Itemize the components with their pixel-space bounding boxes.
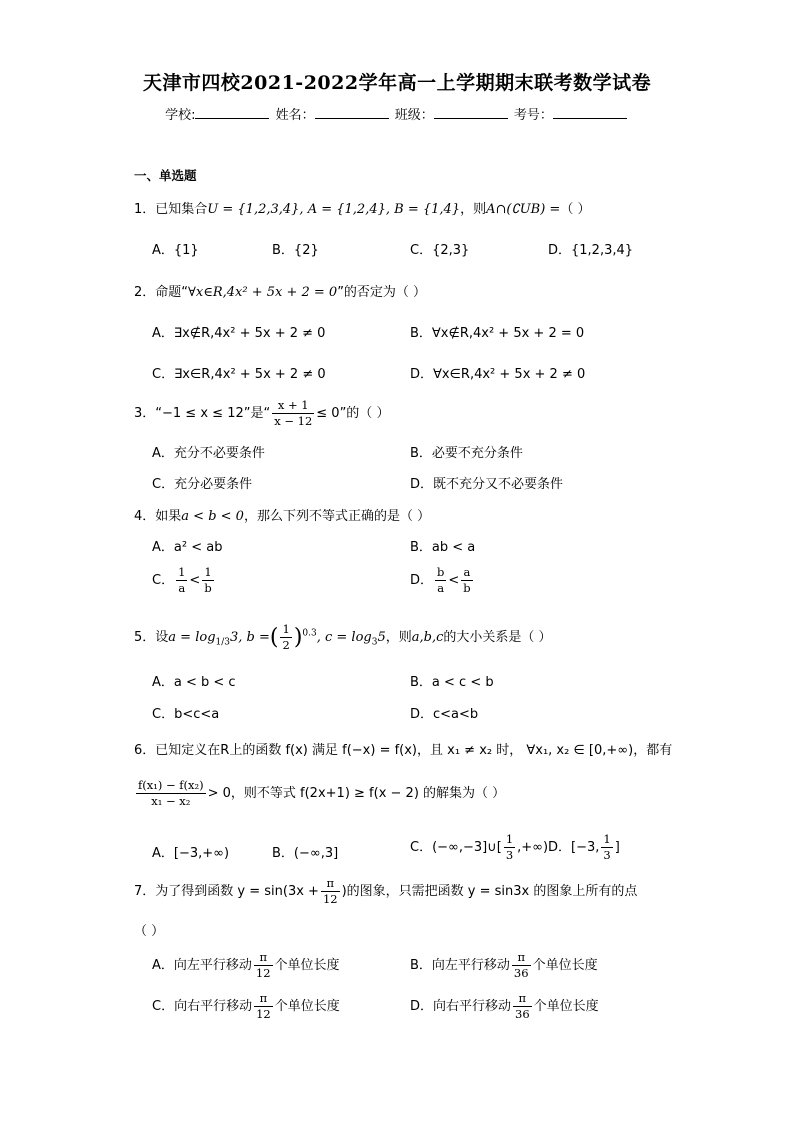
option-a[interactable]: A．充分不必要条件	[152, 446, 265, 461]
answer-blank: （ ）	[134, 924, 165, 939]
numerator: 1	[282, 622, 290, 636]
fraction	[512, 950, 531, 981]
number-field[interactable]	[553, 107, 627, 119]
option-a[interactable]: A．∃x∉R,4x² + 5x + 2 ≠ 0	[152, 326, 326, 341]
option-c[interactable]: C．b<c<a	[152, 707, 220, 722]
question-text: ≤ 0”的（ ）	[316, 406, 390, 421]
fraction	[435, 565, 446, 596]
numerator: b	[437, 565, 445, 579]
question-number: 7．	[134, 884, 156, 899]
option-b[interactable]: B．∀x∉R,4x² + 5x + 2 = 0	[410, 326, 585, 341]
question-text: 如果	[155, 509, 182, 524]
option-text: ,+∞)	[517, 840, 549, 855]
option-text: D．向右平行移动	[410, 999, 512, 1014]
fraction	[504, 832, 515, 863]
fraction	[254, 991, 273, 1022]
math-expr: , c = log	[316, 630, 372, 645]
question-text: 已知集合	[155, 202, 208, 217]
denominator: b	[463, 581, 471, 595]
question-text: )的图象，只需把函数 y = sin3x 的图象上所有的点	[341, 884, 638, 899]
numerator: a	[461, 565, 472, 581]
numerator: 1	[505, 832, 514, 846]
name-label: 姓名：	[275, 108, 315, 123]
student-info-line	[0, 104, 794, 123]
school-field[interactable]	[195, 107, 269, 119]
numerator: π	[513, 991, 532, 1007]
numerator: π	[321, 876, 340, 892]
option-a[interactable]: A．[−3,+∞)	[152, 846, 230, 861]
numerator: π	[254, 991, 273, 1007]
denominator: 12	[256, 1007, 271, 1021]
math-expr: A∩(∁UB) =	[486, 202, 561, 217]
question-3	[134, 398, 389, 429]
fraction	[176, 565, 187, 596]
question-number: 3．	[134, 406, 156, 421]
fraction	[254, 950, 273, 981]
denominator: 3	[505, 848, 514, 862]
math-expr: ∀x∈R,4x² + 5x + 2 = 0	[188, 285, 338, 300]
question-number: 4．	[134, 509, 156, 524]
question-7	[134, 876, 637, 907]
denominator: x − 12	[274, 414, 313, 428]
option-c[interactable]	[410, 832, 548, 863]
option-text: C．(−∞,−3]∪[	[410, 840, 502, 855]
option-text: B．向左平行移动	[410, 958, 510, 973]
option-text: A．向左平行移动	[152, 958, 252, 973]
numerator: π	[512, 950, 531, 966]
denominator: a	[437, 581, 445, 595]
question-text: 命题“	[155, 285, 189, 300]
math-expr: a = log	[168, 630, 216, 645]
option-c[interactable]	[152, 991, 340, 1022]
option-a[interactable]: A．a² < ab	[152, 540, 223, 555]
option-b[interactable]: B．a < c < b	[410, 675, 494, 690]
denominator: x₁ − x₂	[151, 794, 191, 808]
question-6-cont	[134, 778, 505, 809]
option-b[interactable]: B．必要不充分条件	[410, 446, 523, 461]
fraction	[272, 398, 314, 429]
denominator: a	[178, 581, 186, 595]
option-label: C．	[152, 573, 175, 588]
question-text: 已知定义在R上的函数 f(x) 满足 f(−x) = f(x)，且 x₁ ≠ x₂ 时， ∀x₁, x₂ ∈ [0,+∞)，都有	[155, 743, 673, 758]
numerator: π	[254, 950, 273, 966]
option-b[interactable]: B．{2}	[272, 243, 319, 258]
denominator: 36	[513, 966, 529, 980]
option-text: 个单位长度	[532, 958, 598, 973]
denominator: 12	[255, 966, 271, 980]
option-c[interactable]: C． $\frac{1}{a}$ < $\frac{1}{b}$	[152, 565, 212, 595]
question-text: “−1 ≤ x ≤ 12”是“	[155, 406, 271, 421]
class-label: 班级：	[394, 108, 434, 123]
option-b[interactable]	[410, 950, 598, 981]
option-d[interactable]	[548, 832, 620, 863]
fraction	[513, 991, 532, 1022]
question-text: > 0，则不等式 f(2x+1) ≥ f(x − 2) 的解集为（ ）	[207, 786, 506, 801]
denominator: b	[204, 581, 212, 595]
math-expr: U = {1,2,3,4}, A = {1,2,4}, B = {1,4}	[207, 202, 461, 217]
question-text: ，则	[385, 630, 412, 645]
option-b[interactable]: B．(−∞,3]	[272, 846, 339, 861]
question-4	[134, 505, 430, 524]
math-expr: 3, b =	[230, 630, 270, 645]
numerator: x + 1	[272, 398, 314, 414]
name-field[interactable]	[315, 107, 389, 119]
section-heading: 一、单选题	[134, 168, 197, 183]
denominator: 3	[603, 848, 611, 862]
numerator: 1	[178, 565, 186, 579]
option-d[interactable]	[410, 991, 599, 1022]
option-text: 个单位长度	[274, 999, 340, 1014]
option-d[interactable]: D．既不充分又不必要条件	[410, 477, 564, 492]
exponent: 0.3	[302, 628, 317, 639]
option-text: D．[−3,	[548, 840, 600, 855]
option-d[interactable]: D．∀x∈R,4x² + 5x + 2 ≠ 0	[410, 367, 586, 382]
option-a[interactable]: A．a < b < c	[152, 675, 236, 690]
school-label: 学校:	[165, 108, 196, 123]
question-text: 设	[155, 630, 169, 645]
fraction	[202, 565, 213, 596]
numerator: f(x₁) − f(x₂)	[138, 778, 204, 792]
option-d[interactable]: D． $\frac{b}{a}$ < $\frac{a}{b}$	[410, 565, 471, 595]
math-expr: a,b,c	[411, 630, 444, 645]
option-text: C．向右平行移动	[152, 999, 253, 1014]
log-base: 3	[371, 637, 378, 648]
numerator: 1	[202, 565, 213, 581]
fraction	[461, 565, 472, 596]
exam-title: 天津市四校2021-2022学年高一上学期期末联考数学试卷	[142, 72, 652, 94]
fraction	[321, 876, 340, 907]
question-number: 5．	[134, 630, 156, 645]
option-text: 个单位长度	[274, 958, 340, 973]
option-c[interactable]: C．{2,3}	[410, 243, 470, 258]
denominator: 2	[282, 638, 290, 652]
option-text: ]	[614, 840, 620, 855]
question-text: ”的否定为（ ）	[337, 285, 427, 300]
math-expr: 5	[377, 630, 386, 645]
question-6	[134, 739, 672, 758]
option-a[interactable]	[152, 950, 340, 981]
log-base: 1/3	[215, 637, 230, 648]
answer-blank: （ ）	[560, 202, 591, 217]
question-text: ，那么下列不等式正确的是（ ）	[243, 509, 431, 524]
fraction	[136, 778, 206, 809]
question-5	[134, 622, 552, 653]
option-b[interactable]: B．ab < a	[410, 540, 476, 555]
option-label: D．	[410, 573, 434, 588]
question-number: 2．	[134, 285, 156, 300]
fraction	[280, 622, 291, 653]
question-2	[134, 281, 426, 300]
question-text: ，则	[460, 202, 487, 217]
question-text: 为了得到函数 y = sin(3x +	[155, 884, 319, 899]
math-expr: a < b < 0	[181, 509, 244, 524]
option-c[interactable]: C．充分必要条件	[152, 477, 253, 492]
denominator: 36	[515, 1007, 530, 1021]
paren-open: (	[269, 625, 279, 650]
question-number: 6．	[134, 743, 156, 758]
number-label: 考号：	[513, 108, 553, 123]
class-field[interactable]	[434, 107, 508, 119]
question-number: 1．	[134, 202, 156, 217]
option-text: 个单位长度	[533, 999, 599, 1014]
option-d[interactable]: D．c<a<b	[410, 707, 479, 722]
denominator: 12	[322, 892, 338, 906]
fraction	[601, 832, 612, 863]
option-c[interactable]: C．∃x∈R,4x² + 5x + 2 ≠ 0	[152, 367, 326, 382]
numerator: 1	[603, 832, 611, 846]
option-a[interactable]: A．{1}	[152, 243, 199, 258]
option-d[interactable]: D．{1,2,3,4}	[548, 243, 634, 258]
question-text: 的大小关系是（ ）	[443, 630, 552, 645]
paren-close: )	[293, 625, 303, 650]
question-1	[134, 198, 590, 217]
